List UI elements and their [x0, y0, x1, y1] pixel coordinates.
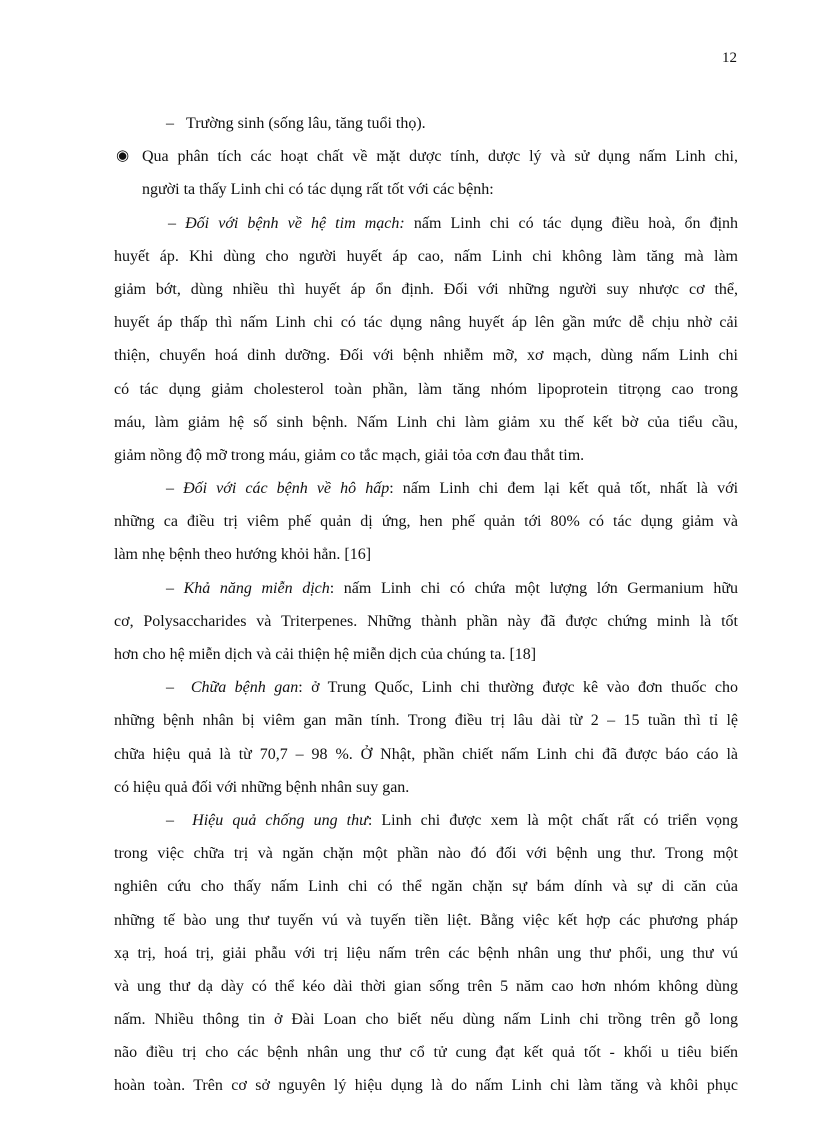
section-cardio-rest: nấm Linh chi có tác dụng điều hoà, ổn định [413, 214, 739, 232]
paragraph-line: làm nhẹ bệnh theo hướng khỏi hẳn. [16] [114, 546, 372, 564]
dash-marker: – [166, 679, 174, 697]
paragraph-line: những bệnh nhân bị viêm gan mãn tính. Trong điều trị lâu dài từ 2 – 15 tuần thì tỉ lệ [114, 712, 738, 730]
paragraph-line: và ung thư dạ dày có thể kéo dài thời gian sống trên 5 năm cao hơn nhóm không dùng [114, 977, 738, 995]
section-immunity-title: Khả năng miễn dịch [183, 579, 330, 597]
list-item-longevity [114, 107, 738, 140]
bullet-text-1: Qua phân tích các hoạt chất về mặt dược tính, dược lý và sử dụng nấm Linh chi, [142, 148, 738, 166]
section-immunity-first-line [114, 572, 738, 605]
section-respiratory-first-line [114, 472, 738, 505]
section-liver-title: Chữa bệnh gan [190, 679, 299, 697]
dash-marker: – [168, 214, 176, 232]
paragraph-line: huyết áp. Khi dùng cho người huyết áp cao, nấm Linh chi không làm tăng mà làm [114, 247, 738, 265]
paragraph-line: chữa hiệu quả là từ 70,7 – 98 %. Ở Nhật, phần chiết nấm Linh chi đã được báo cáo là [114, 745, 738, 763]
paragraph-line: có hiệu quả đối với những bệnh nhân suy gan. [114, 778, 410, 796]
paragraph-line: cơ, Polysaccharides và Triterpenes. Những thành phần này đã được chứng minh là tốt [114, 612, 738, 630]
page-number: 12 [722, 50, 737, 66]
section-cancer-rest: : Linh chi được xem là một chất rất có triển vọng [367, 811, 739, 829]
paragraph-line: hoàn toàn. Trên cơ sở nguyên lý hiệu dụng là do nấm Linh chi làm tăng và khôi phục [114, 1077, 738, 1095]
list-item-text: Trường sinh (sống lâu, tăng tuổi thọ). [186, 115, 426, 132]
paragraph-line: giảm bớt, dùng nhiều thì huyết áp ổn định. Đối với những người suy nhược cơ thể, [114, 280, 738, 298]
bullet-line-1 [114, 140, 738, 173]
document-body [114, 107, 738, 1103]
bullet-dot-icon: ◉ [116, 148, 130, 165]
bullet-line-2 [114, 173, 738, 206]
section-cancer-first-line [114, 804, 738, 837]
paragraph-line: não điều trị cho các bệnh nhân ung thư cổ tử cung đạt kết quả tốt - khối u tiêu biến [114, 1044, 738, 1062]
paragraph-line: hơn cho hệ miễn dịch và cải thiện hệ miễn dịch của chúng ta. [18] [114, 646, 537, 663]
section-immunity-rest: : nấm Linh chi có chứa một lượng lớn Germanium hữu [329, 579, 739, 597]
bullet-text-2: người ta thấy Linh chi có tác dụng rất tốt với các bệnh: [142, 181, 494, 199]
dash-marker: – [166, 811, 174, 829]
dash-marker: – [166, 480, 174, 498]
section-liver-rest: : ở Trung Quốc, Linh chi thường được kê vào đơn thuốc cho [298, 679, 739, 697]
section-liver-first-line [114, 671, 738, 704]
dash-marker: – [166, 579, 174, 597]
paragraph-line: trong việc chữa trị và ngăn chặn một phần nào đó đối với bệnh ung thư. Trong một [114, 845, 738, 863]
paragraph-line: giảm nồng độ mỡ trong máu, giảm co tắc mạch, giải tỏa cơn đau thắt tim. [114, 446, 585, 464]
paragraph-line: có tác dụng giảm cholesterol toàn phần, làm tăng nhóm lipoprotein titrọng cao trong [114, 380, 738, 398]
section-cardio-title: Đối với bệnh về hệ tim mạch: [185, 214, 405, 232]
paragraph-line: máu, làm giảm hệ số sinh bệnh. Nấm Linh chi làm giảm xu thế kết bờ của tiểu cầu, [114, 413, 738, 431]
paragraph-line: những ca điều trị viêm phế quản dị ứng, hen phế quản tới 80% có tác dụng giảm và [114, 513, 738, 531]
section-cardio-first-line [114, 207, 738, 240]
paragraph-line: xạ trị, hoá trị, giải phẫu với trị liệu nấm trên các bệnh nhân ung thư phổi, ung thư vú [114, 944, 738, 962]
paragraph-line: những tế bào ung thư tuyến vú và tuyến tiền liệt. Bằng việc kết hợp các phương pháp [114, 911, 738, 929]
paragraph-line: nấm. Nhiều thông tin ở Đài Loan cho biết nếu dùng nấm Linh chi trồng trên gỗ long [114, 1011, 738, 1029]
paragraph-line: thiện, chuyển hoá dinh dưỡng. Đối với bệnh nhiễm mỡ, xơ mạch, dùng nấm Linh chi [114, 347, 738, 365]
paragraph-line: nghiên cứu cho thấy nấm Linh chi có thể ngăn chặn sự bám dính và sự di căn của [114, 878, 738, 896]
section-cancer-title: Hiệu quả chống ung thư [192, 811, 368, 829]
paragraph-line: huyết áp thấp thì nấm Linh chi có tác dụng nâng huyết áp lên gần mức dễ chịu nhờ cải [114, 314, 738, 332]
section-respiratory-rest: : nấm Linh chi đem lại kết quả tốt, nhất là với [389, 480, 739, 498]
dash-marker: – [166, 115, 174, 132]
section-respiratory-title: Đối với các bệnh về hô hấp [183, 480, 390, 498]
